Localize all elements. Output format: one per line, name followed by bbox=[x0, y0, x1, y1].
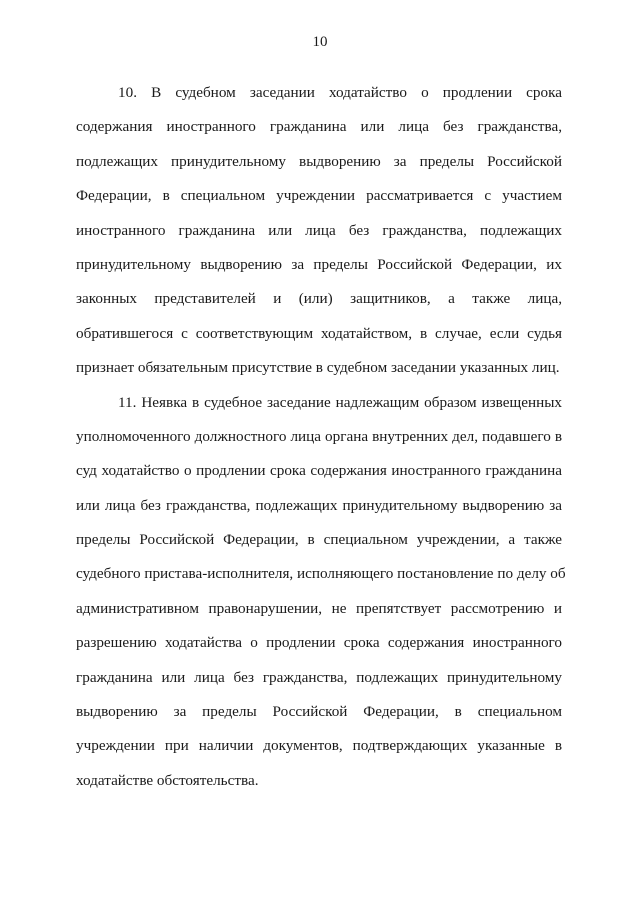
text-line: выдворению за пределы Российской Федерации, в специальном bbox=[76, 703, 562, 721]
text-line: иностранного гражданина или лица без гражданства, подлежащих bbox=[76, 221, 562, 239]
text-line: Федерации, в специальном учреждении рассматривается с участием bbox=[76, 187, 562, 205]
text-line: содержания иностранного гражданина или лица без гражданства, bbox=[76, 118, 562, 136]
text-line: принудительному выдворению за пределы Российской Федерации, их bbox=[76, 255, 562, 273]
text-line: ходатайстве обстоятельства. bbox=[76, 771, 259, 789]
text-line: пределы Российской Федерации, в специальном учреждении, а также bbox=[76, 531, 562, 549]
text-line: административном правонарушении, не препятствует рассмотрению и bbox=[76, 599, 562, 617]
text-line: подлежащих принудительному выдворению за пределы Российской bbox=[76, 152, 562, 170]
text-line: гражданина или лица без гражданства, подлежащих принудительному bbox=[76, 668, 562, 686]
text-line: судебного пристава-исполнителя, исполняющего постановление по делу об bbox=[76, 565, 566, 583]
text-line: законных представителей и (или) защитников, а также лица, bbox=[76, 290, 562, 308]
paragraph-10 bbox=[76, 76, 562, 386]
text-line: разрешению ходатайства о продлении срока содержания иностранного bbox=[76, 634, 562, 652]
paragraph-11 bbox=[76, 386, 566, 799]
document-body bbox=[76, 76, 566, 798]
text-line: учреждении при наличии документов, подтверждающих указанные в bbox=[76, 737, 562, 755]
text-line: обратившегося с соответствующим ходатайством, в случае, если судья bbox=[76, 324, 562, 342]
text-line: или лица без гражданства, подлежащих принудительному выдворению за bbox=[76, 496, 562, 514]
text-line: признает обязательным присутствие в судебном заседании указанных лиц. bbox=[76, 359, 560, 377]
text-line: 11. Неявка в судебное заседание надлежащим образом извещенных bbox=[118, 393, 562, 411]
text-line: 10. В судебном заседании ходатайство о продлении срока bbox=[118, 84, 562, 101]
text-line: уполномоченного должностного лица органа внутренних дел, подавшего в bbox=[76, 427, 562, 445]
page-number: 10 bbox=[312, 34, 328, 50]
text-line: суд ходатайство о продлении срока содержания иностранного гражданина bbox=[76, 462, 562, 480]
